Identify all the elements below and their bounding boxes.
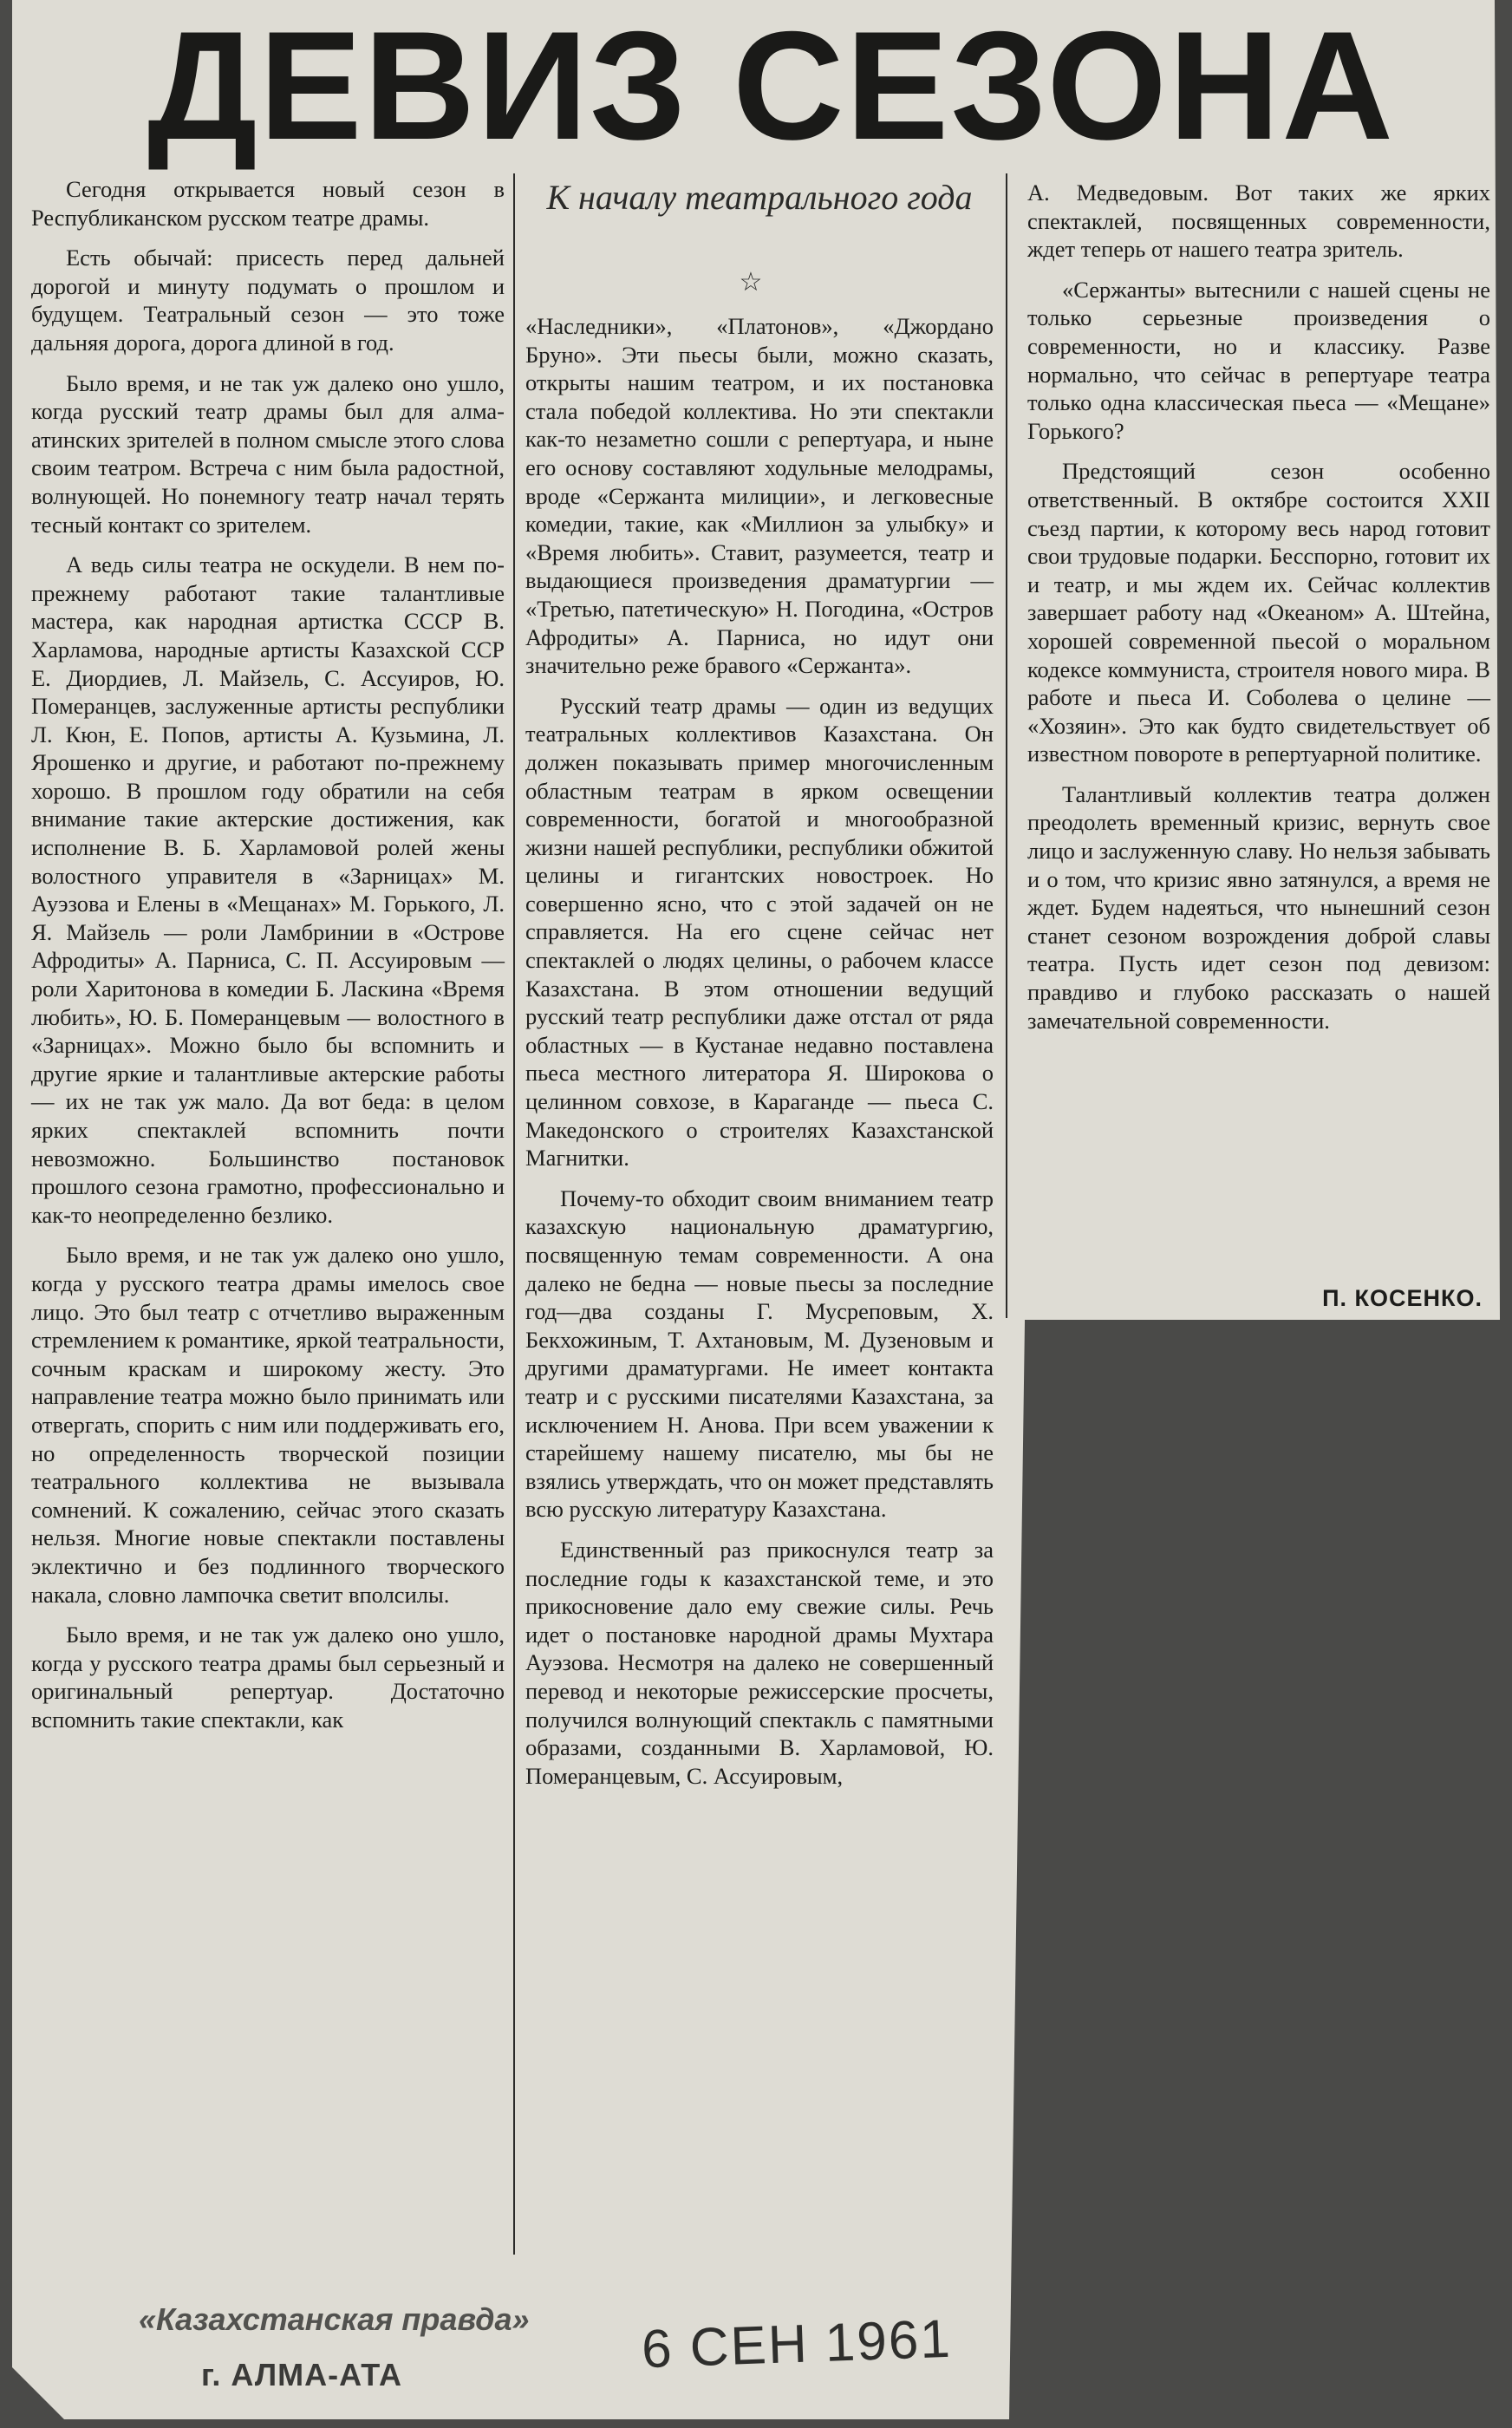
paragraph: Талантливый коллектив театра должен преодолеть временный кризис, вернуть свое лицо и заслуженную славу. Но нельзя забывать и о том, что кризис явно затянулся, а время не ждет. Будем надеяться, что нынешний сезон станет сезоном возрождения доброй славы театра. Пусть идет сезон под девизом: правдиво и глубоко рассказать о нашей замечательной современности. xyxy=(1027,780,1490,1034)
stamp-date: 6 СЕН 1961 xyxy=(640,2308,953,2380)
paragraph: Почему-то обходит своим вниманием театр казахскую национальную драматургию, посвященную темам современности. А она далеко не бедна — новые пьесы за последние год—два созданы Г. Мусреповым, Х. Бекхожиным, Т. Ахтановым, М. Дузеновым и другими драматургами. Не имеет контакта театр и с русскими писателями Казахстана, за исключением Н. Анова. При всем уважении к старейшему нашему писателю, мы бы не взялись утверждать, что он может представлять всю русскую литературу Казахстана. xyxy=(525,1185,994,1523)
author-signature: П. КОСЕНКО. xyxy=(1322,1285,1483,1311)
stamp-city: г. АЛМА-АТА xyxy=(201,2357,402,2392)
paragraph: «Наследники», «Платонов», «Джордано Бруно». Эти пьесы были, можно сказать, открыты нашим театром, и их постановка стала победой коллектива. Но эти спектакли как-то незаметно сошли с репертуара, и ныне его основу составляют ходульные мелодрамы, вроде «Сержанта милиции», и легковесные комедии, такие, как «Миллион за улыбку» и «Время любить». Ставит, разумеется, театр и выдающиеся произведения драматургии — «Третью, патетическую» Н. Погодина, «Остров Афродиты» А. Парниса, но идут они значительно реже бравого «Сержанта». xyxy=(525,313,994,679)
subtitle: К началу театрального года xyxy=(546,178,973,217)
paragraph: Единственный раз прикоснулся театр за последние годы к казахстанской теме, и это прикосновение дало ему свежие силы. Речь идет о постановке народной драмы Мухтара Ауэзова. Несмотря на далеко не совершенный перевод и некоторые режиссерские просчеты, получился волнующий спектакль с памятными образами, созданными В. Харламовой, Ю. Померанцевым, С. Ассуировым, xyxy=(525,1536,994,1789)
article-column-2 xyxy=(525,312,994,2263)
paragraph: А. Медведовым. Вот таких же ярких спектаклей, посвященных современности, ждет теперь от нашего театра зритель. xyxy=(1027,179,1490,263)
headline: ДЕВИЗ СЕЗОНА xyxy=(147,0,1395,172)
column-divider xyxy=(1006,173,1007,1318)
article-column-3 xyxy=(1027,179,1490,1306)
stamp-newspaper-name: «Казахстанская правда» xyxy=(139,2301,530,2337)
paragraph: «Сержанты» вытеснили с нашей сцены не только серьезные произведения о современности, но и классику. Разве нормально, что сейчас в репертуаре театра только одна классическая пьеса — «Мещане» Горького? xyxy=(1027,276,1490,444)
paragraph: Было время, и не так уж далеко оно ушло, когда у русского театра драмы был серьезный и оригинальный репертуар. Достаточно вспомнить такие спектакли, как xyxy=(31,1622,505,1733)
paragraph: Русский театр драмы — один из ведущих театральных коллективов Казахстана. Он должен показывать пример многочисленным областным театрам в ярком освещении современности, богатой и многообразной жизни нашей республики, республики обжитой целины и гигантских новостроек. Но совершенно ясно, что с этой задачей он не справляется. На его сцене сейчас нет спектаклей о людях целины, о рабочем классе Казахстана. В этом отношении ведущий русский театр республики даже отстал от ряда областных — в Кустанае недавно поставлена пьеса местного литератора Я. Широкова о целинном совхозе, в Караганде — пьеса С. Македонского о строителях Казахстанской Магнитки. xyxy=(525,692,994,1172)
star-icon: ☆ xyxy=(739,268,763,297)
paragraph: Сегодня открывается новый сезон в Республиканском русском театре драмы. xyxy=(31,176,505,231)
paragraph: Было время, и не так уж далеко оно ушло, когда русский театр драмы был для алма-атинских зрителей в полном смысле этого слова своим театром. Встреча с ним была радостной, волнующей. Но понемногу театр начал терять тесный контакт со зрителем. xyxy=(31,369,505,538)
paragraph: Предстоящий сезон особенно ответственный. В октябре состоится XXII съезд партии, к которому весь народ готовит свои трудовые подарки. Бесспорно, готовит их и театр, и мы ждем их. Сейчас коллектив завершает работу над «Океаном» А. Штейна, хорошей современной пьесой о моральном кодексе коммуниста, строителя нового мира. В работе и пьеса И. Соболева о целине — «Хозяин». Это как будто свидетельствует об известном повороте в репертуарной политике. xyxy=(1027,458,1490,767)
paragraph: А ведь силы театра не оскудели. В нем по-прежнему работают такие талантливые мастера, как народная артистка СССР В. Харламова, народные артисты Казахской ССР Е. Диордиев, Л. Майзель, С. Ассуиров, Ю. Померанцев, заслуженные артисты республики Л. Кюн, Е. Попов, артисты А. Кузьмина, Л. Ярошенко и другие, и работают по-прежнему хорошо. В прошлом году обратили на себя внимание такие актерские достижения, как исполнение В. Б. Харламовой ролей жены волостного управителя в «Зарницах» М. Ауэзова и Елены в «Мещанах» М. Горького, Л. Я. Майзель — роли Ламбринии в «Острове Афродиты» А. Парниса, С. П. Ассуировым — роли Харитонова в комедии Б. Ласкина «Время любить», Ю. Б. Померанцевым — волостного в «Зарницах». Можно было бы вспомнить и другие яркие и талантливые актерские работы — их не так уж мало. Да вот беда: в целом ярких спектаклей вспомнить почти невозможно. Большинство постановок прошлого сезона грамотно, профессионально и как-то неопределенно безлико. xyxy=(31,552,505,1228)
article-column-1 xyxy=(31,175,505,2239)
column-divider xyxy=(513,173,515,2255)
paragraph: Было время, и не так уж далеко оно ушло, когда у русского театра драмы имелось свое лицо. Это был театр с отчетливо выраженным стремлением к романтике, яркой театральности, сочным краскам и широкому жесту. Это направление театра можно было принимать или отвергать, спорить с ним или поддерживать его, но определенность творческой позиции театрального коллектива не вызывала сомнений. К сожалению, сейчас этого сказать нельзя. Многие новые спектакли поставлены эклектично и без подлинного творческого накала, словно лампочка светит вполсилы. xyxy=(31,1242,505,1608)
paragraph: Есть обычай: присесть перед дальней дорогой и минуту подумать о прошлом и будущем. Театральный сезон — это тоже дальняя дорога, дорога длиной в год. xyxy=(31,245,505,356)
